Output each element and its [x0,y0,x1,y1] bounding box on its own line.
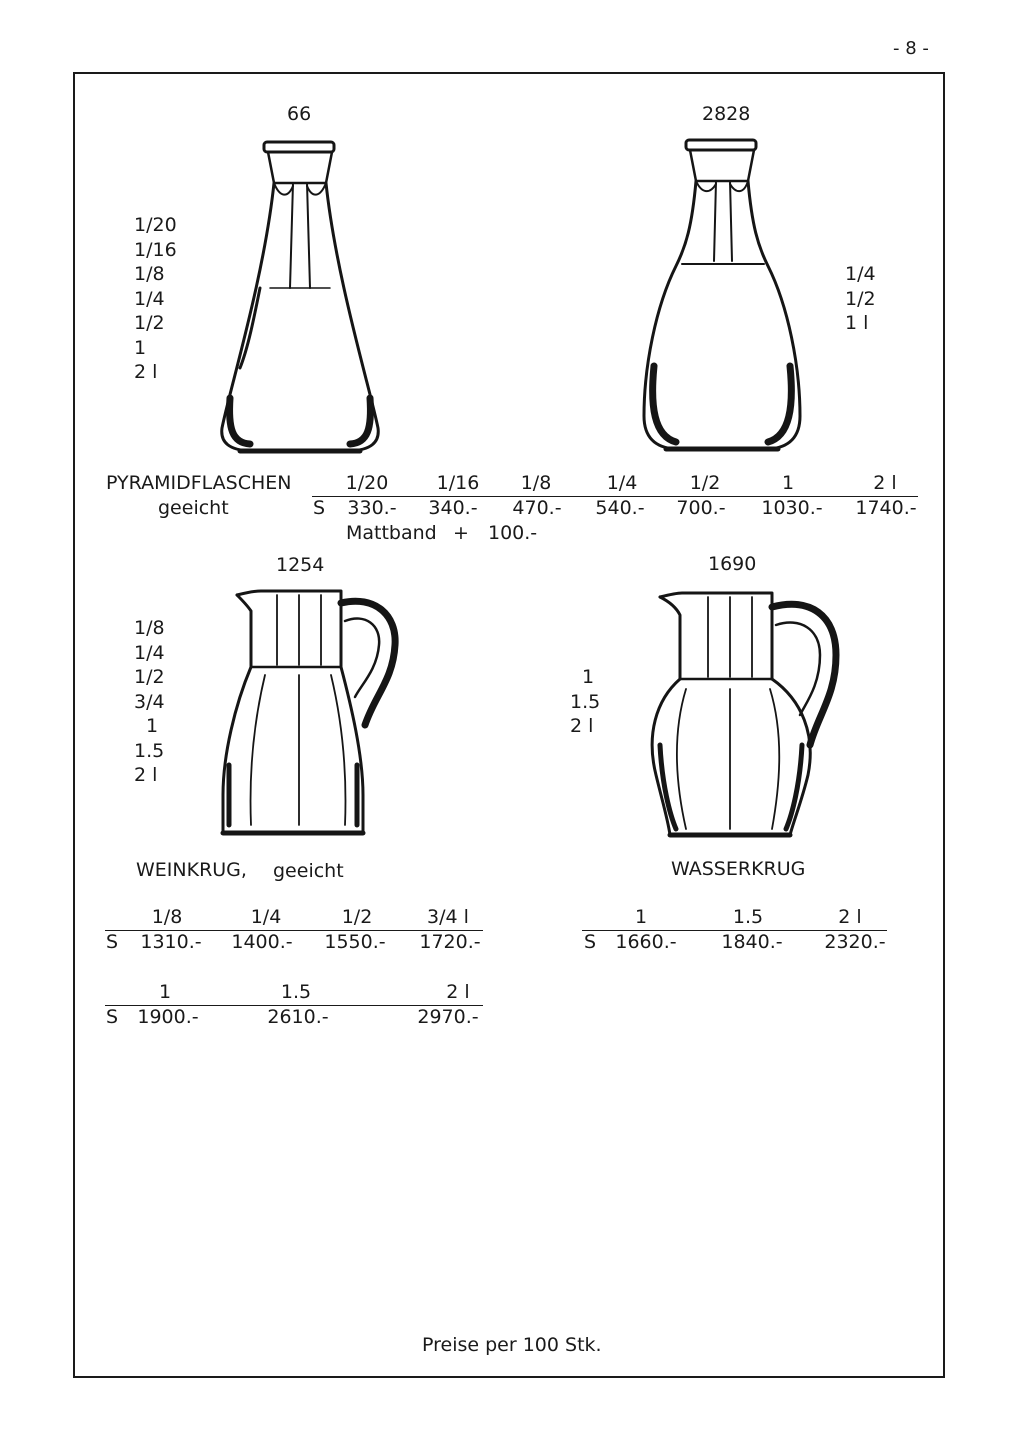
pyramid-price-cell: 470.- [512,497,562,519]
size-item: 1/16 [134,238,177,261]
weinkrug-header-cell: 2 l [446,981,470,1003]
size-item: 1 [146,715,159,737]
weinkrug-subtitle: geeicht [273,860,344,882]
weinkrug-price-cell: 1310.- [140,931,202,953]
pyramid-bottle-illustration [210,138,390,458]
wasserkrug-header-cell: 1.5 [732,906,764,928]
wasserkrug-s-label: S [584,931,597,953]
product-number-1690: 1690 [708,553,757,575]
size-item: 1.5 [570,690,601,713]
size-item: 1.5 [134,739,165,762]
weinkrug-header-cell: 1 [158,981,172,1003]
size-item: 1/4 [134,287,165,310]
size-list-1690 [570,665,600,739]
size-item: 3/4 [134,690,165,713]
weinkrug-header-cell: 1/2 [341,906,373,928]
size-item: 2 l [134,764,158,786]
pyramid-price-cell: 340.- [428,497,478,519]
size-list-66 [134,213,177,385]
wasserkrug-header-cell: 1 [634,906,648,928]
wasserkrug-price-cell: 1660.- [615,931,677,953]
mattband-plus: + [453,522,469,544]
size-item: 2 l [134,361,158,383]
size-item: 1/8 [134,617,165,639]
pyramid-header-cell: 1 [781,472,795,494]
pyramid-price-cell: 700.- [676,497,726,519]
pyramid-price-cell: 330.- [347,497,397,519]
weinkrug-header-cell: 1.5 [280,981,312,1003]
weinkrug-price-cell: 1720.- [419,931,481,953]
size-item: 1/2 [134,666,165,688]
page-number: - 8 - [893,38,929,59]
wasserkrug-price-cell: 2320.- [824,931,886,953]
weinkrug-price-cell: 1900.- [137,1006,199,1028]
weinkrug-price-cell: 1550.- [324,931,386,953]
pyramid-price-cell: 1030.- [761,497,823,519]
carafe-2828-illustration [636,136,816,456]
size-item: 1 l [845,312,869,334]
size-item: 1/8 [134,263,165,285]
product-number-1254: 1254 [276,554,325,576]
pyramid-subtitle: geeicht [158,497,229,519]
size-item: 1/2 [134,312,165,334]
product-number-66: 66 [287,103,312,125]
product-number-2828: 2828 [702,103,751,125]
weinkrug-illustration [215,585,405,840]
weinkrug-s-label: S [106,1006,119,1028]
mattband-price: 100.- [488,522,538,544]
size-item: 1/4 [845,263,876,285]
size-list-2828 [845,262,876,336]
size-item: 1/4 [134,641,165,664]
pyramid-title: PYRAMIDFLASCHEN [106,472,292,494]
pyramid-header-cell: 1/4 [606,472,638,494]
wasserkrug-illustration [650,585,850,840]
weinkrug-header-cell: 1/4 [250,906,282,928]
pyramid-header-cell: 1/8 [520,472,552,494]
pyramid-header-cell: 1/20 [345,472,389,494]
size-item: 1 [134,336,147,359]
weinkrug-s-label: S [106,931,119,953]
wasserkrug-header-cell: 2 l [838,906,862,928]
pyramid-price-cell: 540.- [595,497,645,519]
wasserkrug-title: WASSERKRUG [671,858,806,880]
size-item: 1/2 [845,287,876,310]
pyramid-header-cell: 2 l [873,472,897,494]
pyramid-header-cell: 1/16 [436,472,480,494]
size-item: 1 [582,666,595,688]
pyramid-s-label: S [313,497,326,519]
size-item: 1/20 [134,214,177,236]
weinkrug-header-cell: 3/4 l [427,906,469,928]
pyramid-header-cell: 1/2 [689,472,721,494]
weinkrug-header-cell: 1/8 [151,906,183,928]
weinkrug-price-cell: 2610.- [267,1006,329,1028]
wasserkrug-price-cell: 1840.- [721,931,783,953]
pyramid-price-cell: 1740.- [855,497,917,519]
weinkrug-title: WEINKRUG, [136,859,247,881]
weinkrug-price-cell: 1400.- [231,931,293,953]
weinkrug-price-cell: 2970.- [417,1006,479,1028]
mattband-label: Mattband [346,522,437,544]
price-footnote: Preise per 100 Stk. [422,1334,602,1356]
size-item: 2 l [570,715,594,737]
size-list-1254 [134,616,165,788]
